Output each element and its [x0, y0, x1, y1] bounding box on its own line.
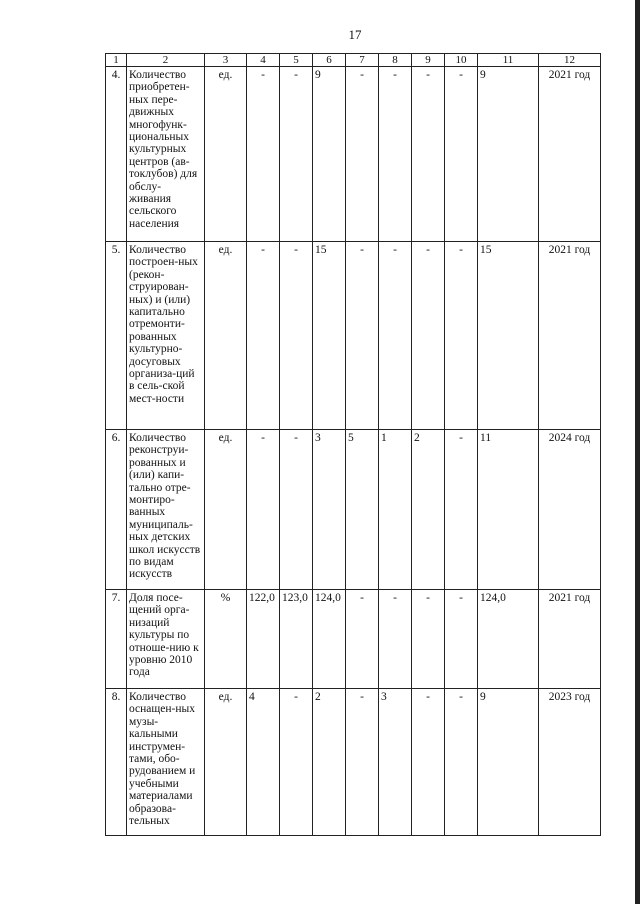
value-cell: - — [445, 430, 478, 590]
column-header: 7 — [346, 54, 379, 67]
value-cell: 3 — [313, 430, 346, 590]
value-cell: - — [412, 242, 445, 430]
table-row — [106, 430, 601, 590]
column-header: 1 — [106, 54, 127, 67]
row-number: 5. — [106, 242, 127, 430]
value-cell: 15 — [313, 242, 346, 430]
indicator-name: Количество реконструи-рованных и (или) капи-тально отре-монтиро-ванных муниципаль-ных детских школ искусств по видам искусств — [127, 430, 205, 590]
column-header: 4 — [247, 54, 280, 67]
column-header: 3 — [205, 54, 247, 67]
value-cell: 5 — [346, 430, 379, 590]
indicator-name: Количество построен-ных (рекон-струирован-ных) и (или) капитально отремонти-рованных культурно-досуговых организа-ций в сель-ской мест-ности — [127, 242, 205, 430]
indicators-table — [105, 53, 601, 836]
column-header: 9 — [412, 54, 445, 67]
value-cell: - — [379, 590, 412, 689]
unit-cell: ед. — [205, 689, 247, 836]
unit-cell: ед. — [205, 67, 247, 242]
value-cell: 122,0 — [247, 590, 280, 689]
page-number: 17 — [348, 27, 362, 42]
value-cell: 1 — [379, 430, 412, 590]
value-cell: - — [445, 590, 478, 689]
value-cell: 124,0 — [313, 590, 346, 689]
value-cell: - — [247, 67, 280, 242]
value-cell: - — [445, 689, 478, 836]
value-cell: - — [412, 689, 445, 836]
table-row — [106, 67, 601, 242]
table-row — [106, 689, 601, 836]
unit-cell: ед. — [205, 430, 247, 590]
value-cell: - — [247, 242, 280, 430]
indicator-name: Количество приобретен-ных пере-движных многофунк-циональных культурных центров (ав-токлубов) для обслу-живания сельского населения — [127, 67, 205, 242]
column-header: 6 — [313, 54, 346, 67]
value-cell: - — [379, 67, 412, 242]
row-number: 4. — [106, 67, 127, 242]
unit-cell: ед. — [205, 242, 247, 430]
value-cell: 2 — [412, 430, 445, 590]
value-cell: 9 — [313, 67, 346, 242]
total-cell: 11 — [478, 430, 539, 590]
total-cell: 124,0 — [478, 590, 539, 689]
value-cell: - — [280, 430, 313, 590]
value-cell: 2 — [313, 689, 346, 836]
column-number-row — [106, 54, 601, 67]
table-row — [106, 242, 601, 430]
total-cell: 9 — [478, 67, 539, 242]
year-cell: 2021 год — [539, 242, 601, 430]
column-header: 5 — [280, 54, 313, 67]
table-row — [106, 590, 601, 689]
value-cell: - — [280, 242, 313, 430]
value-cell: 4 — [247, 689, 280, 836]
year-cell: 2021 год — [539, 590, 601, 689]
value-cell: - — [445, 67, 478, 242]
row-number: 7. — [106, 590, 127, 689]
year-cell: 2021 год — [539, 67, 601, 242]
value-cell: - — [346, 590, 379, 689]
column-header: 11 — [478, 54, 539, 67]
value-cell: - — [412, 590, 445, 689]
scan-edge — [635, 0, 640, 904]
value-cell: 123,0 — [280, 590, 313, 689]
value-cell: - — [346, 689, 379, 836]
total-cell: 9 — [478, 689, 539, 836]
value-cell: - — [379, 242, 412, 430]
value-cell: - — [445, 242, 478, 430]
value-cell: - — [280, 689, 313, 836]
year-cell: 2023 год — [539, 689, 601, 836]
row-number: 6. — [106, 430, 127, 590]
value-cell: 3 — [379, 689, 412, 836]
year-cell: 2024 год — [539, 430, 601, 590]
row-number: 8. — [106, 689, 127, 836]
indicator-name: Доля посе-щений орга-низаций культуры по отноше-нию к уровню 2010 года — [127, 590, 205, 689]
value-cell: - — [346, 67, 379, 242]
column-header: 2 — [127, 54, 205, 67]
value-cell: - — [412, 67, 445, 242]
column-header: 8 — [379, 54, 412, 67]
total-cell: 15 — [478, 242, 539, 430]
column-header: 12 — [539, 54, 601, 67]
column-header: 10 — [445, 54, 478, 67]
unit-cell: % — [205, 590, 247, 689]
value-cell: - — [280, 67, 313, 242]
indicator-name: Количество оснащен-ных музы-кальными инструмен-тами, обо-рудованием и учебными материалами образова-тельных — [127, 689, 205, 836]
value-cell: - — [346, 242, 379, 430]
value-cell: - — [247, 430, 280, 590]
